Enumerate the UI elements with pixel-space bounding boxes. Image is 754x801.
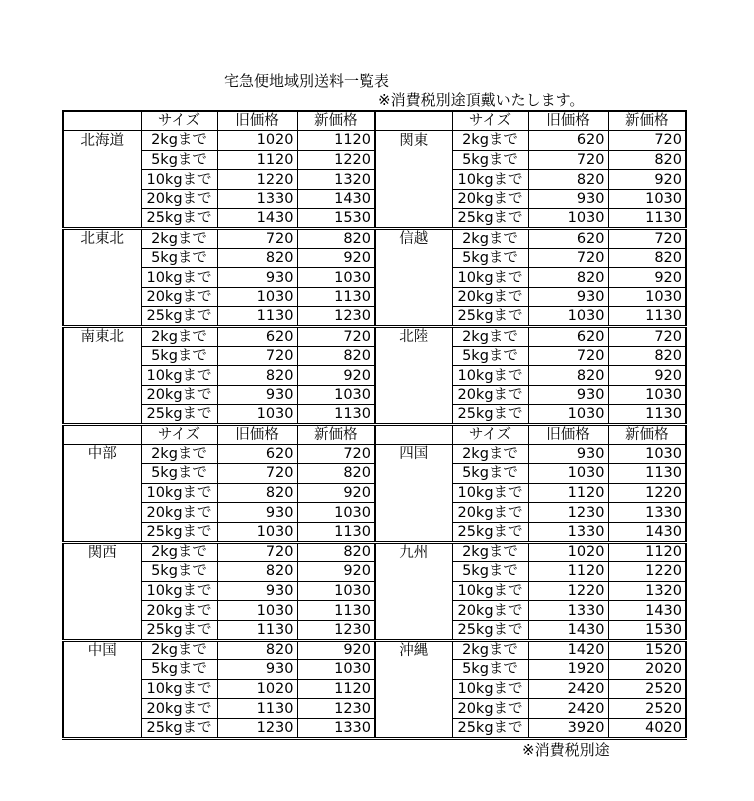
table-row [63, 503, 686, 523]
size-cell: 5kgまで [141, 562, 217, 582]
region-blank-cell [63, 581, 141, 601]
size-cell: 10kgまで [452, 170, 528, 190]
old-price-cell: 3920 [528, 718, 608, 738]
table-row [63, 581, 686, 601]
region-blank-cell [375, 581, 452, 601]
old-price-cell: 620 [528, 131, 608, 151]
old-price-cell: 720 [528, 346, 608, 366]
table-row [63, 562, 686, 582]
region-blank-cell [375, 346, 452, 366]
size-cell: 10kgまで [141, 483, 217, 503]
new-price-cell: 1430 [297, 189, 375, 209]
new-price-cell: 1230 [297, 620, 375, 640]
size-cell: 5kgまで [452, 464, 528, 484]
new-price-cell: 820 [297, 542, 375, 562]
old-price-cell: 2420 [528, 679, 608, 699]
region-blank-cell [63, 718, 141, 738]
size-cell: 25kgまで [141, 718, 217, 738]
new-price-cell: 920 [297, 248, 375, 268]
region-blank-cell [375, 366, 452, 386]
new-price-cell: 2020 [608, 660, 686, 680]
new-price-cell: 1030 [608, 287, 686, 307]
size-cell: 25kgまで [452, 620, 528, 640]
table-row [63, 699, 686, 719]
old-price-cell: 1120 [528, 483, 608, 503]
new-price-cell: 920 [608, 170, 686, 190]
header-new-price: 新価格 [608, 425, 686, 445]
table-row [63, 718, 686, 738]
size-cell: 25kgまで [141, 620, 217, 640]
region-blank-cell [375, 699, 452, 719]
region-blank-cell [63, 366, 141, 386]
old-price-cell: 720 [217, 542, 297, 562]
old-price-cell: 930 [528, 385, 608, 405]
table-row [63, 405, 686, 425]
new-price-cell: 1030 [297, 660, 375, 680]
size-cell: 2kgまで [452, 444, 528, 464]
old-price-cell: 1030 [528, 307, 608, 327]
size-cell: 25kgまで [141, 405, 217, 425]
size-cell: 20kgまで [452, 189, 528, 209]
new-price-cell: 720 [297, 327, 375, 347]
size-cell: 2kgまで [141, 327, 217, 347]
old-price-cell: 820 [217, 562, 297, 582]
region-blank-cell [375, 522, 452, 542]
header-old-price: 旧価格 [528, 425, 608, 445]
table-row [63, 483, 686, 503]
new-price-cell: 820 [608, 346, 686, 366]
table-row [63, 601, 686, 621]
region-blank-cell [63, 307, 141, 327]
old-price-cell: 930 [528, 444, 608, 464]
region-blank-cell [63, 268, 141, 288]
new-price-cell: 720 [608, 131, 686, 151]
new-price-cell: 1130 [297, 601, 375, 621]
old-price-cell: 1330 [528, 522, 608, 542]
size-cell: 10kgまで [452, 268, 528, 288]
header-size: サイズ [452, 425, 528, 445]
new-price-cell: 1030 [297, 503, 375, 523]
header-size: サイズ [452, 111, 528, 131]
new-price-cell: 1130 [297, 287, 375, 307]
region-label: 沖縄 [375, 640, 452, 660]
new-price-cell: 1030 [608, 385, 686, 405]
old-price-cell: 720 [217, 346, 297, 366]
size-cell: 5kgまで [141, 248, 217, 268]
new-price-cell: 1220 [297, 150, 375, 170]
header-size: サイズ [141, 425, 217, 445]
table-row [63, 307, 686, 327]
header-blank-cell [375, 111, 452, 131]
region-blank-cell [63, 346, 141, 366]
table-row [63, 679, 686, 699]
size-cell: 2kgまで [452, 327, 528, 347]
old-price-cell: 930 [217, 268, 297, 288]
size-cell: 5kgまで [452, 248, 528, 268]
new-price-cell: 1520 [608, 640, 686, 660]
table-row [63, 287, 686, 307]
table-row [63, 327, 686, 347]
old-price-cell: 620 [528, 229, 608, 249]
old-price-cell: 930 [528, 287, 608, 307]
region-blank-cell [63, 209, 141, 229]
old-price-cell: 1120 [528, 562, 608, 582]
old-price-cell: 820 [217, 366, 297, 386]
new-price-cell: 820 [297, 229, 375, 249]
size-cell: 2kgまで [452, 229, 528, 249]
old-price-cell: 1430 [217, 209, 297, 229]
size-cell: 10kgまで [141, 679, 217, 699]
region-blank-cell [375, 170, 452, 190]
new-price-cell: 2520 [608, 699, 686, 719]
table-row [63, 366, 686, 386]
new-price-cell: 1220 [608, 562, 686, 582]
header-size: サイズ [141, 111, 217, 131]
region-blank-cell [63, 385, 141, 405]
new-price-cell: 1030 [608, 444, 686, 464]
old-price-cell: 1230 [528, 503, 608, 523]
region-blank-cell [375, 718, 452, 738]
size-cell: 20kgまで [141, 503, 217, 523]
old-price-cell: 620 [217, 444, 297, 464]
table-row [63, 189, 686, 209]
old-price-cell: 720 [528, 150, 608, 170]
header-new-price: 新価格 [608, 111, 686, 131]
old-price-cell: 1420 [528, 640, 608, 660]
size-cell: 10kgまで [452, 483, 528, 503]
new-price-cell: 1030 [608, 189, 686, 209]
table-row [63, 542, 686, 562]
region-blank-cell [375, 209, 452, 229]
region-blank-cell [63, 503, 141, 523]
new-price-cell: 1120 [608, 542, 686, 562]
old-price-cell: 930 [217, 660, 297, 680]
old-price-cell: 1130 [217, 307, 297, 327]
old-price-cell: 1230 [217, 718, 297, 738]
old-price-cell: 820 [217, 483, 297, 503]
new-price-cell: 1130 [297, 522, 375, 542]
new-price-cell: 720 [297, 444, 375, 464]
size-cell: 10kgまで [452, 581, 528, 601]
size-cell: 10kgまで [141, 581, 217, 601]
new-price-cell: 1030 [297, 581, 375, 601]
old-price-cell: 2420 [528, 699, 608, 719]
size-cell: 5kgまで [452, 346, 528, 366]
region-blank-cell [63, 660, 141, 680]
size-cell: 20kgまで [452, 699, 528, 719]
region-blank-cell [375, 189, 452, 209]
region-blank-cell [375, 562, 452, 582]
region-blank-cell [63, 699, 141, 719]
new-price-cell: 920 [297, 640, 375, 660]
region-blank-cell [375, 287, 452, 307]
size-cell: 25kgまで [141, 307, 217, 327]
old-price-cell: 930 [217, 581, 297, 601]
region-blank-cell [375, 483, 452, 503]
size-cell: 2kgまで [452, 640, 528, 660]
size-cell: 25kgまで [452, 209, 528, 229]
old-price-cell: 1220 [217, 170, 297, 190]
table-row [63, 522, 686, 542]
size-cell: 25kgまで [452, 718, 528, 738]
old-price-cell: 1120 [217, 150, 297, 170]
table-row [63, 248, 686, 268]
new-price-cell: 820 [297, 346, 375, 366]
region-label: 北東北 [63, 229, 141, 249]
size-cell: 20kgまで [141, 699, 217, 719]
region-blank-cell [63, 562, 141, 582]
old-price-cell: 1030 [217, 287, 297, 307]
table-row [63, 150, 686, 170]
size-cell: 10kgまで [141, 268, 217, 288]
region-label: 北海道 [63, 131, 141, 151]
old-price-cell: 1030 [217, 601, 297, 621]
new-price-cell: 920 [608, 366, 686, 386]
new-price-cell: 920 [297, 483, 375, 503]
new-price-cell: 1120 [297, 679, 375, 699]
size-cell: 20kgまで [452, 503, 528, 523]
size-cell: 20kgまで [141, 287, 217, 307]
size-cell: 10kgまで [141, 366, 217, 386]
new-price-cell: 820 [608, 248, 686, 268]
region-blank-cell [375, 679, 452, 699]
old-price-cell: 820 [217, 248, 297, 268]
size-cell: 20kgまで [141, 385, 217, 405]
region-label: 九州 [375, 542, 452, 562]
new-price-cell: 1320 [297, 170, 375, 190]
old-price-cell: 930 [217, 385, 297, 405]
old-price-cell: 1030 [217, 405, 297, 425]
region-blank-cell [63, 405, 141, 425]
size-cell: 5kgまで [141, 660, 217, 680]
region-blank-cell [375, 503, 452, 523]
new-price-cell: 920 [297, 562, 375, 582]
old-price-cell: 1030 [528, 464, 608, 484]
old-price-cell: 1130 [217, 699, 297, 719]
new-price-cell: 820 [297, 464, 375, 484]
table-row [63, 385, 686, 405]
old-price-cell: 1020 [528, 542, 608, 562]
old-price-cell: 930 [528, 189, 608, 209]
old-price-cell: 1030 [528, 209, 608, 229]
new-price-cell: 1330 [608, 503, 686, 523]
tax-note-top: ※消費税別途頂戴いたします。 [378, 91, 585, 109]
new-price-cell: 1230 [297, 307, 375, 327]
new-price-cell: 720 [608, 327, 686, 347]
page-title: 宅急便地域別送料一覧表 [224, 72, 390, 90]
new-price-cell: 1530 [297, 209, 375, 229]
region-blank-cell [375, 385, 452, 405]
region-blank-cell [63, 150, 141, 170]
new-price-cell: 1130 [608, 464, 686, 484]
new-price-cell: 1130 [297, 405, 375, 425]
new-price-cell: 1220 [608, 483, 686, 503]
region-blank-cell [63, 464, 141, 484]
size-cell: 25kgまで [141, 522, 217, 542]
region-blank-cell [63, 620, 141, 640]
header-new-price: 新価格 [297, 111, 375, 131]
old-price-cell: 620 [528, 327, 608, 347]
new-price-cell: 1320 [608, 581, 686, 601]
shipping-rate-table [62, 110, 687, 740]
table-row [63, 209, 686, 229]
region-blank-cell [63, 248, 141, 268]
table-row [63, 660, 686, 680]
size-cell: 10kgまで [452, 366, 528, 386]
new-price-cell: 1120 [297, 131, 375, 151]
size-cell: 2kgまで [141, 131, 217, 151]
size-cell: 25kgまで [141, 209, 217, 229]
new-price-cell: 2520 [608, 679, 686, 699]
header-blank-cell [375, 425, 452, 445]
size-cell: 2kgまで [452, 131, 528, 151]
region-label: 四国 [375, 444, 452, 464]
size-cell: 20kgまで [452, 601, 528, 621]
size-cell: 5kgまで [141, 346, 217, 366]
region-blank-cell [375, 307, 452, 327]
size-cell: 20kgまで [452, 385, 528, 405]
old-price-cell: 1330 [528, 601, 608, 621]
new-price-cell: 1130 [608, 307, 686, 327]
old-price-cell: 1030 [217, 522, 297, 542]
new-price-cell: 720 [608, 229, 686, 249]
size-cell: 5kgまで [141, 150, 217, 170]
header-blank-cell [63, 425, 141, 445]
table-row [63, 131, 686, 151]
size-cell: 5kgまで [141, 464, 217, 484]
old-price-cell: 820 [528, 170, 608, 190]
size-cell: 10kgまで [141, 170, 217, 190]
size-cell: 20kgまで [141, 601, 217, 621]
region-blank-cell [375, 248, 452, 268]
new-price-cell: 1130 [608, 209, 686, 229]
table-row [63, 170, 686, 190]
size-cell: 20kgまで [452, 287, 528, 307]
region-label: 関西 [63, 542, 141, 562]
header-old-price: 旧価格 [217, 111, 297, 131]
size-cell: 5kgまで [452, 660, 528, 680]
region-label: 中国 [63, 640, 141, 660]
new-price-cell: 1030 [297, 385, 375, 405]
tax-note-bottom: ※消費税別途 [522, 741, 610, 759]
new-price-cell: 920 [608, 268, 686, 288]
old-price-cell: 720 [217, 464, 297, 484]
region-label: 中部 [63, 444, 141, 464]
old-price-cell: 820 [528, 366, 608, 386]
old-price-cell: 820 [217, 640, 297, 660]
header-row [63, 111, 686, 131]
size-cell: 2kgまで [452, 542, 528, 562]
old-price-cell: 1220 [528, 581, 608, 601]
new-price-cell: 1130 [608, 405, 686, 425]
region-blank-cell [63, 189, 141, 209]
region-label: 北陸 [375, 327, 452, 347]
header-old-price: 旧価格 [528, 111, 608, 131]
size-cell: 25kgまで [452, 307, 528, 327]
region-label: 関東 [375, 131, 452, 151]
new-price-cell: 920 [297, 366, 375, 386]
old-price-cell: 720 [528, 248, 608, 268]
region-blank-cell [375, 405, 452, 425]
region-blank-cell [63, 601, 141, 621]
region-blank-cell [375, 268, 452, 288]
old-price-cell: 1030 [528, 405, 608, 425]
new-price-cell: 1030 [297, 268, 375, 288]
table-row [63, 229, 686, 249]
old-price-cell: 930 [217, 503, 297, 523]
size-cell: 2kgまで [141, 640, 217, 660]
region-blank-cell [375, 464, 452, 484]
table-row [63, 444, 686, 464]
region-blank-cell [63, 483, 141, 503]
size-cell: 20kgまで [141, 189, 217, 209]
region-blank-cell [63, 522, 141, 542]
region-blank-cell [375, 601, 452, 621]
old-price-cell: 1020 [217, 131, 297, 151]
header-old-price: 旧価格 [217, 425, 297, 445]
old-price-cell: 620 [217, 327, 297, 347]
old-price-cell: 1130 [217, 620, 297, 640]
new-price-cell: 820 [608, 150, 686, 170]
table-row [63, 620, 686, 640]
region-label: 南東北 [63, 327, 141, 347]
size-cell: 5kgまで [452, 150, 528, 170]
old-price-cell: 1330 [217, 189, 297, 209]
old-price-cell: 1020 [217, 679, 297, 699]
table-row [63, 640, 686, 660]
old-price-cell: 720 [217, 229, 297, 249]
new-price-cell: 1430 [608, 601, 686, 621]
new-price-cell: 1330 [297, 718, 375, 738]
table-row [63, 464, 686, 484]
header-blank-cell [63, 111, 141, 131]
new-price-cell: 1230 [297, 699, 375, 719]
region-blank-cell [63, 287, 141, 307]
region-blank-cell [375, 150, 452, 170]
new-price-cell: 1530 [608, 620, 686, 640]
region-blank-cell [63, 170, 141, 190]
old-price-cell: 1430 [528, 620, 608, 640]
size-cell: 5kgまで [452, 562, 528, 582]
size-cell: 25kgまで [452, 405, 528, 425]
old-price-cell: 1920 [528, 660, 608, 680]
new-price-cell: 4020 [608, 718, 686, 738]
size-cell: 10kgまで [452, 679, 528, 699]
header-row [63, 425, 686, 445]
new-price-cell: 1430 [608, 522, 686, 542]
header-new-price: 新価格 [297, 425, 375, 445]
region-label: 信越 [375, 229, 452, 249]
size-cell: 2kgまで [141, 542, 217, 562]
table-row [63, 268, 686, 288]
size-cell: 25kgまで [452, 522, 528, 542]
region-blank-cell [63, 679, 141, 699]
region-blank-cell [375, 620, 452, 640]
region-blank-cell [375, 660, 452, 680]
size-cell: 2kgまで [141, 229, 217, 249]
table-row [63, 346, 686, 366]
old-price-cell: 820 [528, 268, 608, 288]
size-cell: 2kgまで [141, 444, 217, 464]
